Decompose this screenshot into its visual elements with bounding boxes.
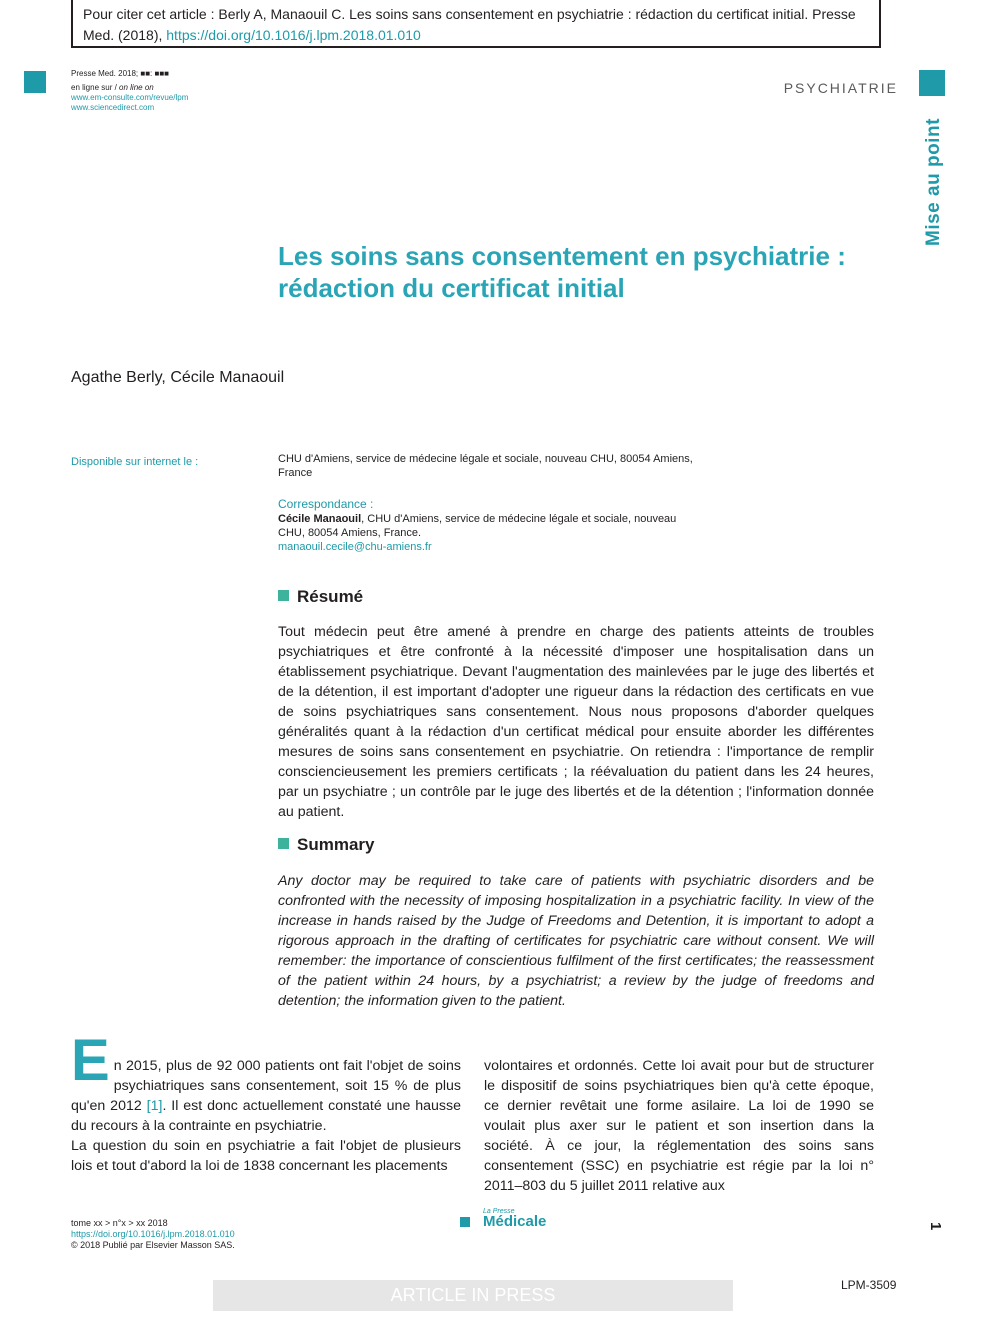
logo-square-icon	[460, 1217, 470, 1227]
citation-box	[71, 0, 881, 48]
correspondence-name: Cécile Manaouil	[278, 513, 362, 525]
correspondence-address: , CHU d'Amiens, service de médecine légale et sociale, nouveau CHU, 80054 Amiens, France.	[278, 513, 677, 539]
correspondence	[278, 512, 698, 554]
affiliation: CHU d'Amiens, service de médecine légale et sociale, nouveau CHU, 80054 Amiens, France	[278, 453, 693, 479]
body-column-2: volontaires et ordonnés. Cette loi avait pour but de structurer le dispositif de soins psychiatriques bien qu'à cette époque, ce dernier revêtait une forme asilaire. La loi de 1990 se voulait plus axer sur le patient et son insertion dans la société. À ce jour, la réglementation des soins sans consentement (SSC) en psychiatrie est régie par la loi n° 2011–803 du 5 juillet 2011 relative aux	[484, 1058, 874, 1194]
correspondence-label: Correspondance :	[278, 497, 374, 511]
footer-doi-link[interactable]: https://doi.org/10.1016/j.lpm.2018.01.010	[71, 1229, 235, 1239]
copyright: © 2018 Publié par Elsevier Masson SAS.	[71, 1240, 235, 1250]
section-label: PSYCHIATRIE	[783, 80, 898, 96]
journal-info	[71, 69, 188, 113]
em-consulte-link[interactable]: www.em-consulte.com/revue/lpm	[71, 93, 189, 102]
available-online-label: Disponible sur internet le :	[71, 456, 199, 468]
reference-link[interactable]: [1]	[146, 1098, 163, 1114]
online-line: en ligne sur / on line on	[71, 83, 154, 92]
resume-heading: Résumé	[278, 587, 363, 607]
correspondence-email[interactable]: manaouil.cecile@chu-amiens.fr	[278, 541, 432, 553]
body-column-1	[71, 1028, 461, 1176]
summary-heading: Summary	[278, 835, 374, 855]
issue-line: tome xx > n°x > xx 2018	[71, 1218, 168, 1228]
body-paragraph-1: n 2015, plus de 92 000 patients ont fait l'objet de soins psychiatriques sans consentement, soit 15 % de plus qu'en 2012 [1]. Il est donc actuellement constaté une hausse du recours à la contrainte en psychiatrie.	[71, 1058, 461, 1134]
journal-reference: Presse Med. 2018; ■■: ■■■	[71, 69, 169, 78]
sciencedirect-link[interactable]: www.sciencedirect.com	[71, 103, 155, 112]
citation-text: Pour citer cet article : Berly A, Manaouil C. Les soins sans consentement en psychiatrie : rédaction du certificat initial. Presse Med. (2018),	[83, 6, 856, 43]
citation-doi-link[interactable]: https://doi.org/10.1016/j.lpm.2018.01.010	[166, 27, 421, 43]
article-code: LPM-3509	[841, 1278, 897, 1292]
article-type-label: Mise au point	[923, 118, 944, 246]
page-number: 1	[927, 1222, 944, 1231]
body-paragraph-2: La question du soin en psychiatrie a fait l'objet de plusieurs lois et tout d'abord la loi de 1838 concernant les placements	[71, 1138, 461, 1174]
right-corner-square	[919, 70, 945, 96]
summary-text: Any doctor may be required to take care of patients with psychiatric disorders and be confronted with the necessity of imposing hospitalization in a psychiatric facility. In view of the increase in hands raised by the Judge of Freedoms and Detention, it is important to adopt a rigorous approach in the drafting of certificates for psychiatric care without consent. We will remember: the importance of conscientious fulfilment of the first certificates; the reassessment of the patient within 24 hours, by a psychiatrist; a review by the judge of freedoms and detention; the information given to the patient.	[278, 873, 874, 1009]
footer-info	[71, 1218, 235, 1251]
heading-square-icon	[278, 590, 289, 601]
article-in-press-banner: ARTICLE IN PRESS	[213, 1280, 733, 1311]
article-title: Les soins sans consentement en psychiatrie : rédaction du certificat initial	[278, 241, 846, 303]
drop-cap: E	[71, 1028, 110, 1093]
authors: Agathe Berly, Cécile Manaouil	[71, 369, 285, 386]
left-corner-square	[24, 71, 46, 93]
heading-square-icon	[278, 838, 289, 849]
resume-text: Tout médecin peut être amené à prendre en charge des patients atteints de troubles psychiatriques et être confronté à la nécessité d'imposer une hospitalisation dans un établissement psychiatrique. Devant l'augmentation des mainlevées par le juge des libertés et de la détention, il est important d'adopter une rigueur dans la rédaction des certificats en vue de soins psychiatriques sans consentement. Nous nous proposons d'aborder quelques généralités quant à la rédaction d'un certificat médical pour ensuite aborder les différentes mesures de soins sans consentement en psychiatrie. On retiendra : l'importance de remplir consciencieusement les premiers certificats ; la réévaluation du patient dans les 24 heures, par un psychiatre ; un contrôle par le juge des libertés et de la détention ; l'information donnée au patient.	[278, 624, 874, 820]
